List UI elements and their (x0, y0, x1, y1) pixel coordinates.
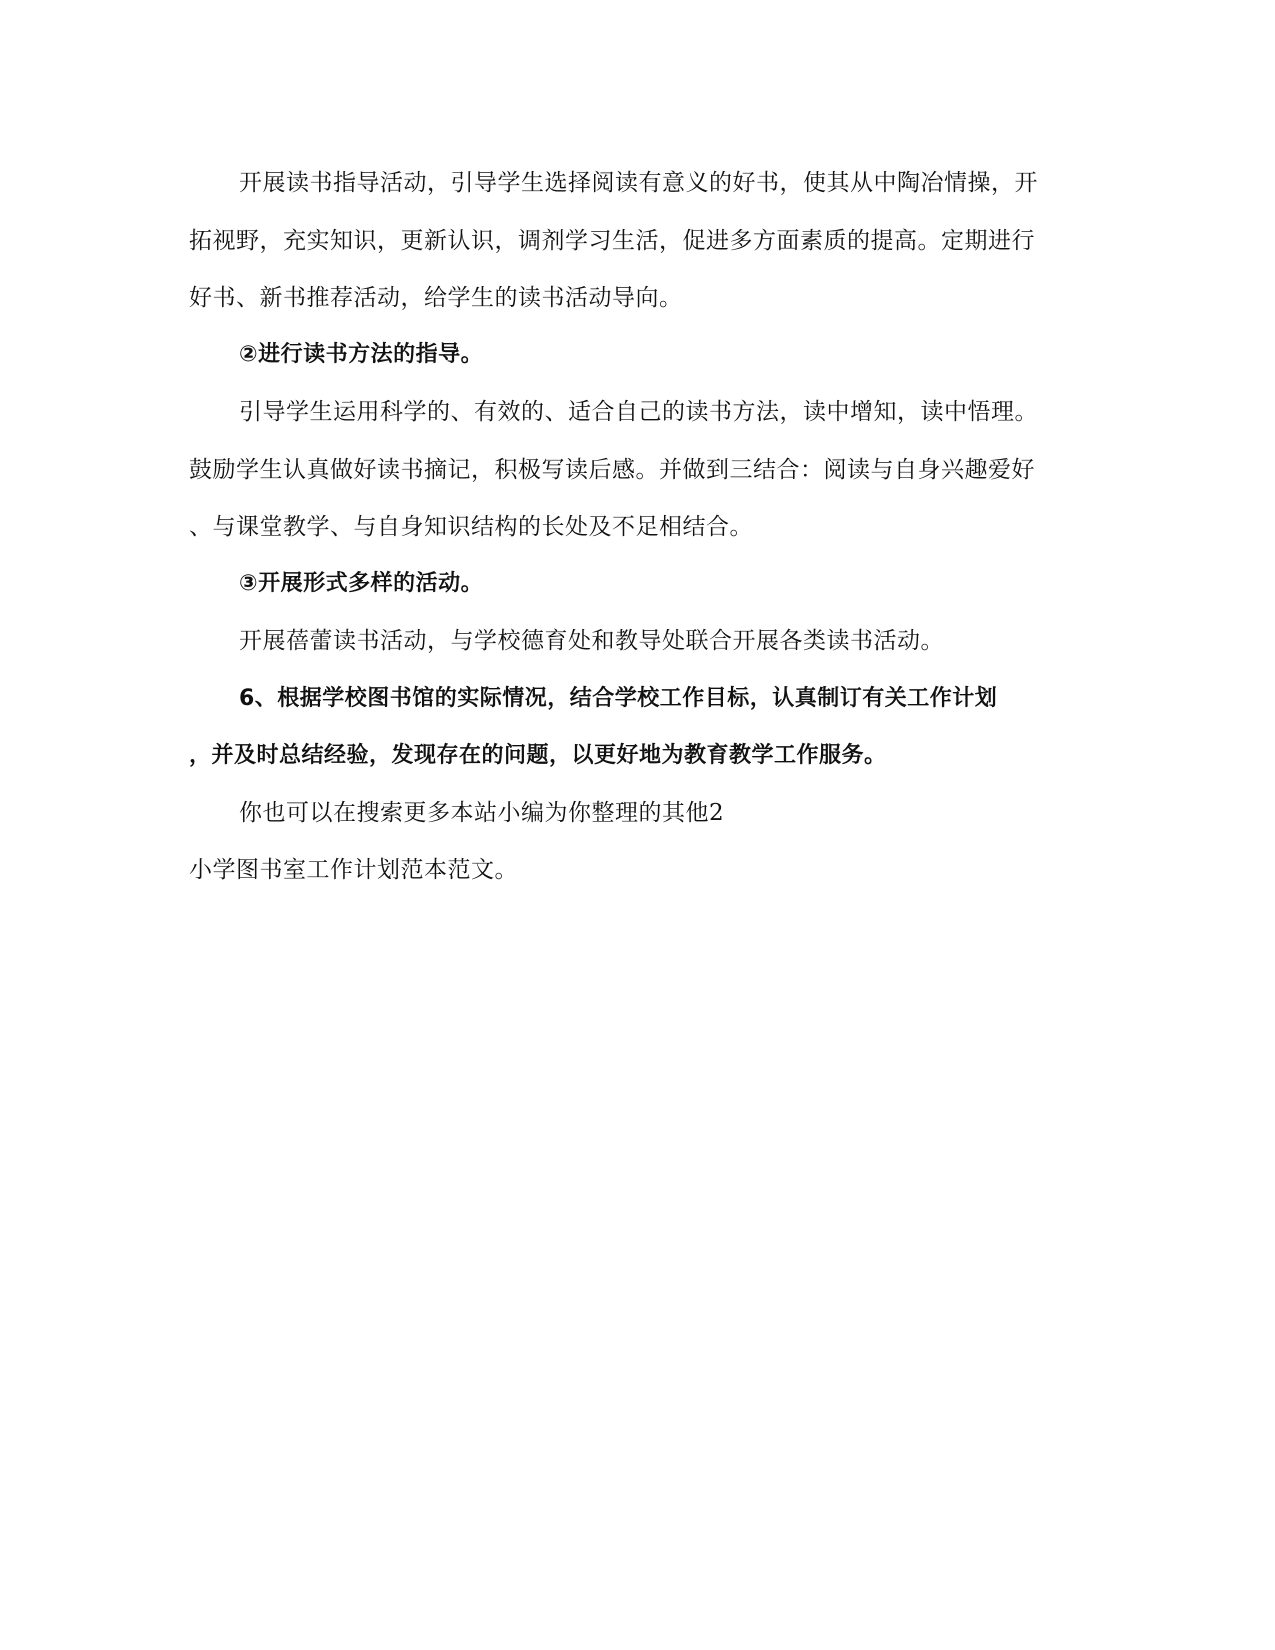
footer-note-line-2: 小学图书室工作计划范本范文。 (189, 857, 518, 883)
paragraph-reading-guidance-line-2: 拓视野，充实知识，更新认识，调剂学习生活，促进多方面素质的提高。定期进行 (189, 228, 1035, 254)
footer-note-line-1: 你也可以在搜索更多本站小编为你整理的其他2 (239, 800, 725, 826)
paragraph-reading-guidance-line-1: 开展读书指导活动，引导学生选择阅读有意义的好书，使其从中陶冶情操，开 (239, 170, 1038, 196)
item-6-line-2: ，并及时总结经验，发现存在的问题，以更好地为教育教学工作服务。 (189, 743, 887, 768)
paragraph-reading-methods-line-3: 、与课堂教学、与自身知识结构的长处及不足相结合。 (189, 514, 753, 540)
paragraph-reading-methods-line-1: 引导学生运用科学的、有效的、适合自己的读书方法，读中增知，读中悟理。 (239, 399, 1038, 425)
paragraph-diverse-activities: 开展蓓蕾读书活动，与学校德育处和教导处联合开展各类读书活动。 (239, 628, 944, 654)
paragraph-reading-methods-line-2: 鼓励学生认真做好读书摘记，积极写读后感。并做到三结合：阅读与自身兴趣爱好 (189, 457, 1035, 483)
heading-diverse-activities: ③开展形式多样的活动。 (239, 571, 484, 596)
item-6-line-1: 6、根据学校图书馆的实际情况，结合学校工作目标，认真制订有关工作计划 (239, 686, 998, 711)
paragraph-reading-guidance-line-3: 好书、新书推荐活动，给学生的读书活动导向。 (189, 285, 683, 311)
heading-reading-methods: ②进行读书方法的指导。 (239, 342, 484, 367)
